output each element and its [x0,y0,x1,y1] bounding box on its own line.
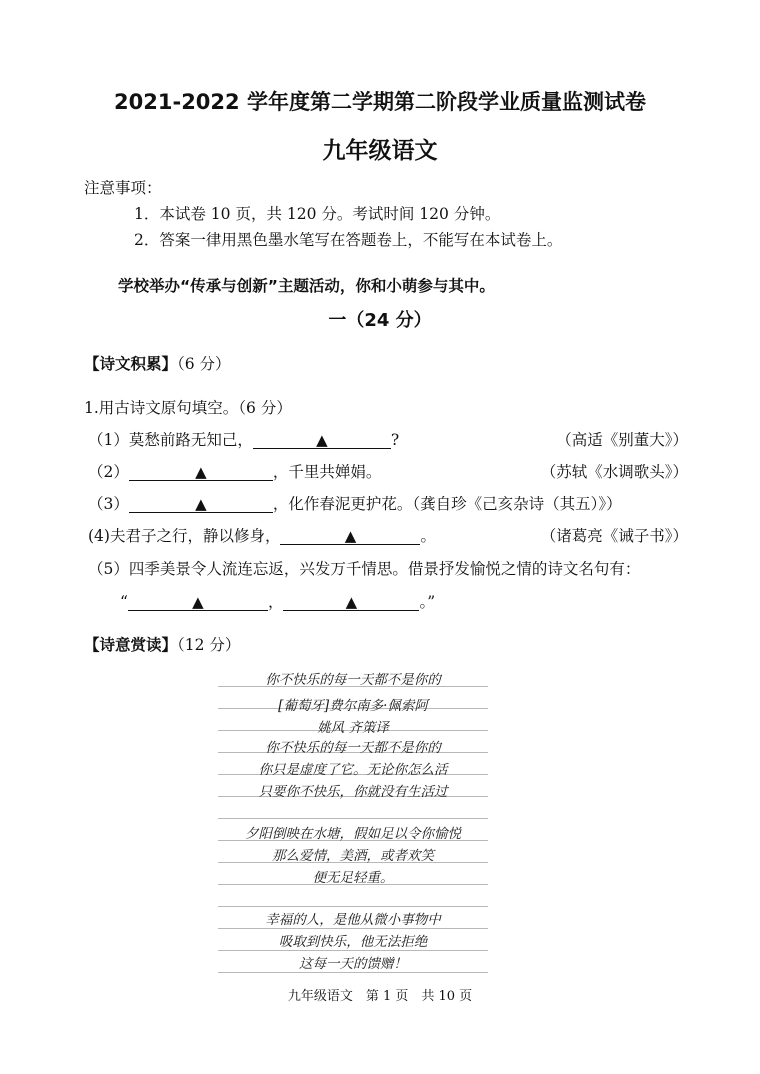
exam-title: 2021-2022 学年度第二学期第二阶段学业质量监测试卷 [114,90,646,114]
page-footer: 九年级语文 第 1 页 共 10 页 [287,989,473,1004]
fill-item-5-blanks [120,590,435,612]
fill-item-4 [88,524,688,546]
handwritten-poem-image [218,664,488,990]
answer-blank[interactable] [128,594,268,611]
notice-item-1: 1．本试卷 10 页，共 120 分。考试时间 120 分钟。 [134,205,501,223]
poem-line: 幸福的人，是他从微小事物中 [265,912,441,928]
poem-line: 你不快乐的每一天都不是你的 [265,672,441,688]
poem-line: 姚风 齐策译 [317,720,389,736]
poem-line: 吸取到快乐，他无法拒绝 [278,934,428,950]
exam-subject: 九年级语文 [322,138,438,164]
ruled-line [218,906,488,907]
fill-item-3 [88,492,688,514]
ruled-line [218,818,488,819]
fill-item-2 [88,460,688,482]
item-text-after: ? [390,431,400,449]
item-number: (4) [88,527,110,545]
poem-line: [葡萄牙]费尔南多·佩索阿 [278,698,428,714]
open-quote: “ [120,593,128,611]
comma: ， [267,593,284,611]
part-heading: 一（24 分） [328,310,432,331]
poem-line: 你只是虚度了它。无论你怎么活 [258,762,448,778]
item-text-after: ，化作春泥更护花。 [272,495,413,513]
item-text-before: 夫君子之行，静以修身， [109,527,281,545]
item-text-before: 莫愁前路无知己， [128,431,253,449]
item-source: （诸葛亮《诫子书》） [540,527,688,545]
poem-line: 那么爱情，美酒，或者欢笑 [272,848,434,864]
poem-line: 便无足轻重。 [312,870,394,886]
section-poetry-appreciation [84,633,240,655]
item-number: （3） [88,495,129,513]
notice-heading: 注意事项： [84,179,162,197]
answer-blank[interactable] [129,464,273,481]
blank-marker-icon: ▲ [192,593,204,611]
answer-blank[interactable] [253,432,391,449]
question-1: 1.用古诗文原句填空。（6 分） [84,399,292,417]
item-number: （2） [88,463,129,481]
section-score: （12 分） [177,636,241,654]
activity-intro: 学校举办“传承与创新”主题活动，你和小萌参与其中。 [118,277,495,295]
blank-marker-icon: ▲ [345,593,358,611]
item-text-after: ，千里共婵娟。 [272,463,382,481]
item-text: 四季美景令人流连忘返，兴发万千情思。借景抒发愉悦之情的诗文名句有： [128,560,641,578]
blank-marker-icon: ▲ [344,527,357,545]
close-quote: 。” [419,593,436,611]
answer-blank[interactable] [129,496,273,513]
poem-line: 夕阳倒映在水塘，假如足以令你愉悦 [245,826,461,842]
poem-line: 只要你不快乐，你就没有生活过 [258,784,448,800]
answer-blank[interactable] [280,528,420,545]
poem-line: 这每一天的馈赠！ [299,956,407,972]
blank-marker-icon: ▲ [316,431,328,449]
section-label: 【诗文积累】 [84,355,178,373]
item-text-after: 。 [420,527,436,545]
item-number: （1） [88,431,129,449]
ruled-line [218,950,488,951]
notice-item-2: 2．答案一律用黑色墨水笔写在答题卷上，不能写在本试卷上。 [134,231,563,249]
section-score: （6 分） [177,355,231,373]
fill-item-1 [88,428,688,450]
item-number: （5） [88,560,129,578]
item-source: （苏轼《水调歌头》） [540,463,688,481]
item-source: （龚自珍《己亥杂诗（其五）》） [412,495,622,513]
poem-line: 你不快乐的每一天都不是你的 [265,740,441,756]
blank-marker-icon: ▲ [195,495,207,513]
answer-blank[interactable] [283,594,419,611]
section-poetry-accumulation [84,352,231,374]
fill-item-5 [88,557,640,579]
section-label: 【诗意赏读】 [84,636,178,654]
ruled-line [218,928,488,929]
blank-marker-icon: ▲ [195,463,207,481]
item-source: （高适《别董大》） [556,431,688,449]
ruled-line [218,972,488,973]
